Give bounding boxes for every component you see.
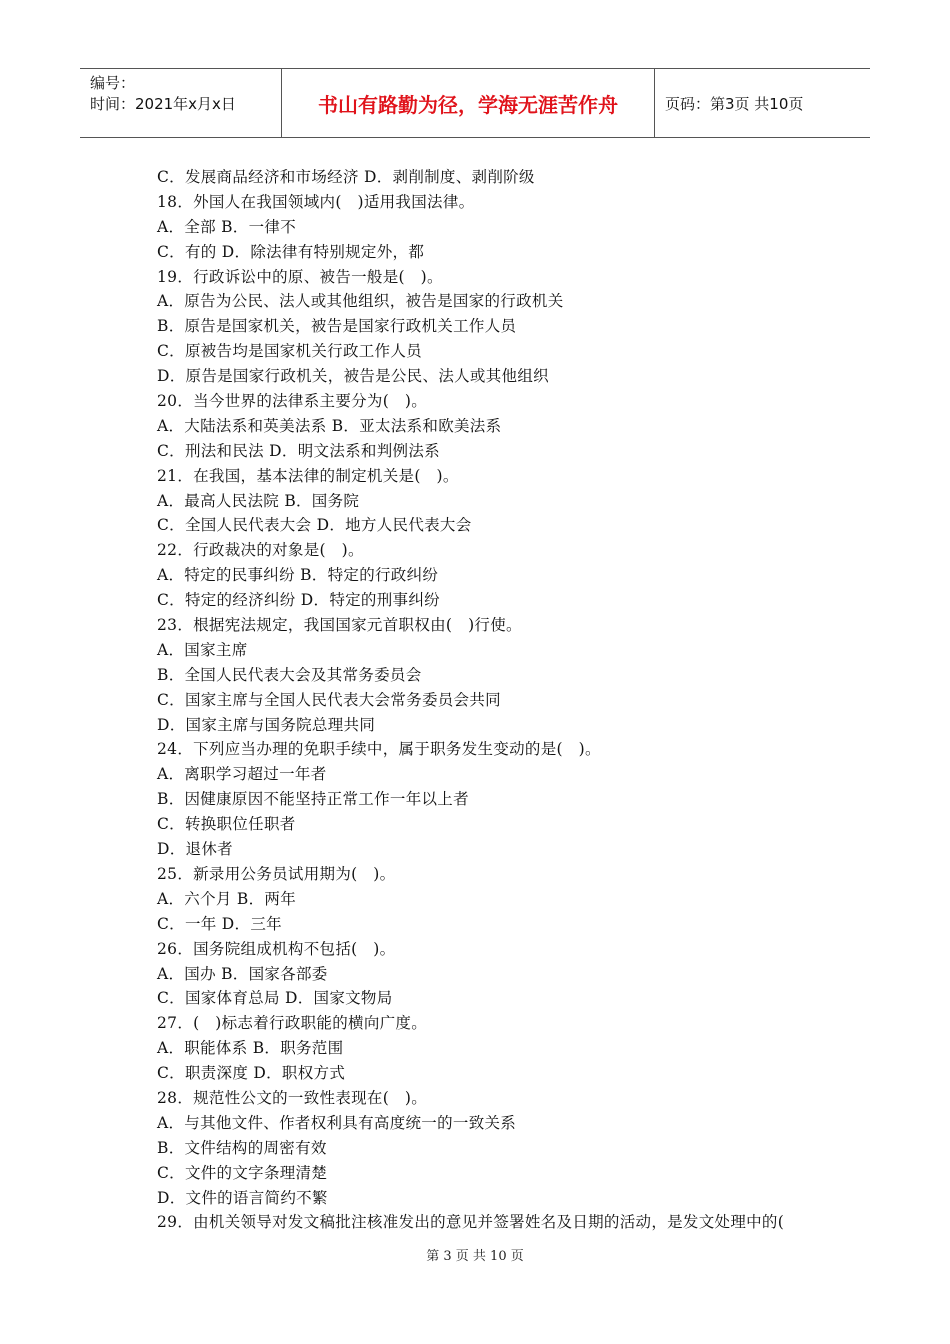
header-page-info: 页码：第3页 共10页 bbox=[665, 94, 804, 113]
text-line: 27．( )标志着行政职能的横向广度。 bbox=[157, 1014, 428, 1033]
text-line: A．职能体系 B．职务范围 bbox=[157, 1039, 344, 1058]
text-line: C．全国人民代表大会 D．地方人民代表大会 bbox=[157, 516, 472, 535]
header-motto: 书山有路勤为径，学海无涯苦作舟 bbox=[282, 69, 655, 137]
header-time-label: 时间：2021年x月x日 bbox=[90, 95, 236, 113]
text-line: C．刑法和民法 D．明文法系和判例法系 bbox=[157, 441, 440, 460]
text-line: C．有的 D．除法律有特别规定外，都 bbox=[157, 242, 425, 261]
text-line: A．与其他文件、作者权利具有高度统一的一致关系 bbox=[157, 1113, 517, 1132]
text-line: A．大陆法系和英美法系 B．亚太法系和欧美法系 bbox=[157, 416, 502, 435]
text-line: C．职责深度 D．职权方式 bbox=[157, 1064, 346, 1083]
text-line: C．国家体育总局 D．国家文物局 bbox=[157, 989, 393, 1008]
text-line: C．原被告均是国家机关行政工作人员 bbox=[157, 342, 422, 361]
header-number-label: 编号： bbox=[90, 74, 136, 92]
text-line: 28．规范性公文的一致性表现在( )。 bbox=[157, 1088, 428, 1107]
text-line: B．文件结构的周密有效 bbox=[157, 1138, 327, 1157]
text-line: C．一年 D．三年 bbox=[157, 914, 282, 933]
header-meta bbox=[80, 69, 282, 137]
text-line: 19．行政诉讼中的原、被告一般是( )。 bbox=[157, 267, 443, 286]
document-body bbox=[157, 165, 847, 1235]
text-line: 18．外国人在我国领域内( )适用我国法律。 bbox=[157, 192, 475, 211]
text-line: 24．下列应当办理的免职手续中，属于职务发生变动的是( )。 bbox=[157, 740, 601, 759]
text-line: B．原告是国家机关，被告是国家行政机关工作人员 bbox=[157, 317, 517, 336]
text-line: C．特定的经济纠纷 D．特定的刑事纠纷 bbox=[157, 591, 440, 610]
text-line: 21．在我国，基本法律的制定机关是( )。 bbox=[157, 466, 459, 485]
text-line: C．文件的文字条理清楚 bbox=[157, 1163, 328, 1182]
text-line: 23．根据宪法规定，我国国家元首职权由( )行使。 bbox=[157, 616, 522, 635]
text-line: 25．新录用公务员试用期为( )。 bbox=[157, 864, 396, 883]
text-line: A．特定的民事纠纷 B．特定的行政纠纷 bbox=[157, 566, 439, 585]
text-line: D．原告是国家行政机关，被告是公民、法人或其他组织 bbox=[157, 367, 549, 386]
page-header bbox=[80, 68, 870, 138]
text-line: A．离职学习超过一年者 bbox=[157, 765, 327, 784]
page-footer: 第 3 页 共 10 页 bbox=[426, 1249, 524, 1264]
text-line: C．国家主席与全国人民代表大会常务委员会共同 bbox=[157, 690, 501, 709]
text-line: A．最高人民法院 B．国务院 bbox=[157, 491, 360, 510]
text-line: A．国办 B．国家各部委 bbox=[157, 964, 328, 983]
text-line: D．国家主席与国务院总理共同 bbox=[157, 715, 376, 734]
text-line: B．因健康原因不能坚持正常工作一年以上者 bbox=[157, 790, 469, 809]
text-line: A．原告为公民、法人或其他组织，被告是国家的行政机关 bbox=[157, 292, 564, 311]
text-line: D．退休者 bbox=[157, 840, 233, 859]
text-line: 20．当今世界的法律系主要分为( )。 bbox=[157, 392, 428, 411]
text-line: A．六个月 B．两年 bbox=[157, 889, 297, 908]
text-line: B．全国人民代表大会及其常务委员会 bbox=[157, 665, 422, 684]
text-line: 22．行政裁决的对象是( )。 bbox=[157, 541, 364, 560]
text-line: C．转换职位任职者 bbox=[157, 815, 296, 834]
text-line: A．国家主席 bbox=[157, 640, 248, 659]
text-line: A．全部 B．一律不 bbox=[157, 217, 297, 236]
text-line: 26．国务院组成机构不包括( )。 bbox=[157, 939, 396, 958]
text-line: 29．由机关领导对发文稿批注核准发出的意见并签署姓名及日期的活动，是发文处理中的( bbox=[157, 1213, 785, 1232]
text-line: D．文件的语言简约不繁 bbox=[157, 1188, 328, 1207]
text-line: C．发展商品经济和市场经济 D．剥削制度、剥削阶级 bbox=[157, 168, 535, 186]
